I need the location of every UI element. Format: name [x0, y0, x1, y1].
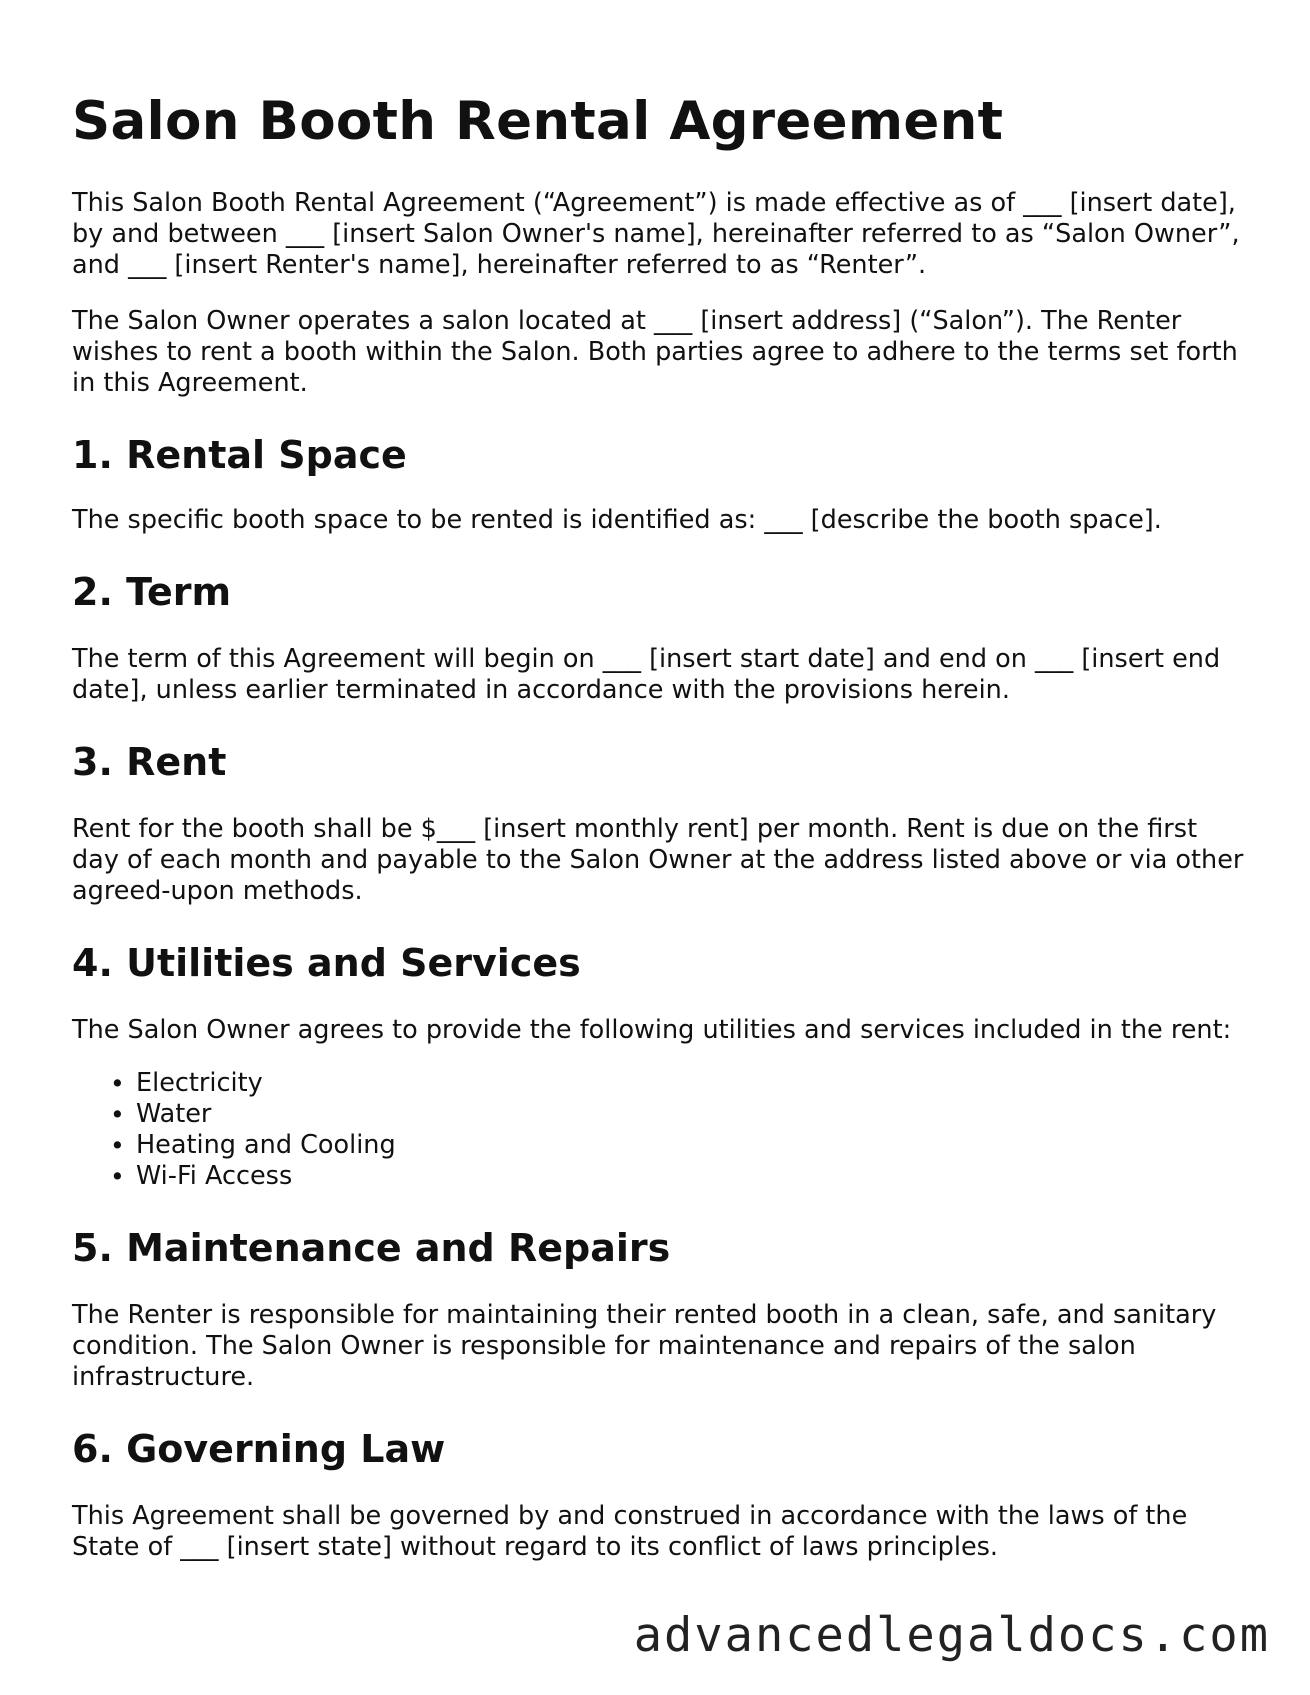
- section-title-governing-law: 6. Governing Law: [72, 1427, 446, 1471]
- list-item: [110, 1161, 1252, 1192]
- section-title-rental-space: 1. Rental Space: [72, 433, 407, 477]
- bullet-icon: •: [110, 1100, 125, 1129]
- section-title-term: 2. Term: [72, 570, 232, 614]
- section-body-governing-law: This Agreement shall be governed by and construed in accordance with the laws of the State of ___ [insert state] without regard to its conflict of laws principles.: [72, 1501, 1188, 1562]
- section-body-maintenance: The Renter is responsible for maintaining their rented booth in a clean, safe, and sanitary condition. The Salon Owner is responsible for maintenance and repairs of the salon infrastructure.: [72, 1300, 1217, 1392]
- list-item: [110, 1130, 1252, 1161]
- bullet-icon: •: [110, 1131, 125, 1160]
- section-title-utilities: 4. Utilities and Services: [72, 941, 581, 985]
- section-body-term: The term of this Agreement will begin on ___ [insert start date] and end on ___ [insert end date], unless earlier terminated in accordance with the provisions herein.: [72, 644, 1221, 705]
- section-body-rent: Rent for the booth shall be $___ [insert monthly rent] per month. Rent is due on the first day of each month and payable to the Salon Owner at the address listed above or via other agreed-upon methods.: [72, 814, 1244, 906]
- list-item-label: Water: [136, 1099, 212, 1129]
- list-item-label: Wi-Fi Access: [136, 1161, 293, 1191]
- site-watermark: advancedlegaldocs.com: [633, 1608, 1270, 1663]
- utilities-list: [72, 1068, 1252, 1192]
- list-item: [110, 1099, 1252, 1130]
- intro-paragraph-salon: The Salon Owner operates a salon located at ___ [insert address] (“Salon”). The Renter wishes to rent a booth within the Salon. Both parties agree to adhere to the terms set forth in this Agreement.: [72, 306, 1238, 398]
- list-item-label: Electricity: [136, 1068, 263, 1098]
- section-body-utilities: The Salon Owner agrees to provide the following utilities and services included in the rent:: [72, 1015, 1232, 1045]
- intro-paragraph-parties: This Salon Booth Rental Agreement (“Agreement”) is made effective as of ___ [insert date], by and between ___ [insert Salon Owner's name], hereinafter referred to as “Salon Owner”, and ___ [insert Renter's name], hereinafter referred to as “Renter”.: [72, 188, 1240, 280]
- document-title: Salon Booth Rental Agreement: [72, 91, 1004, 152]
- section-title-rent: 3. Rent: [72, 740, 227, 784]
- list-item: [110, 1068, 1252, 1099]
- bullet-icon: •: [110, 1162, 125, 1191]
- document-page: [72, 0, 1252, 1563]
- section-title-maintenance: 5. Maintenance and Repairs: [72, 1226, 671, 1270]
- bullet-icon: •: [110, 1069, 125, 1098]
- section-body-rental-space: The specific booth space to be rented is identified as: ___ [describe the booth space].: [72, 505, 1162, 535]
- list-item-label: Heating and Cooling: [136, 1130, 396, 1160]
